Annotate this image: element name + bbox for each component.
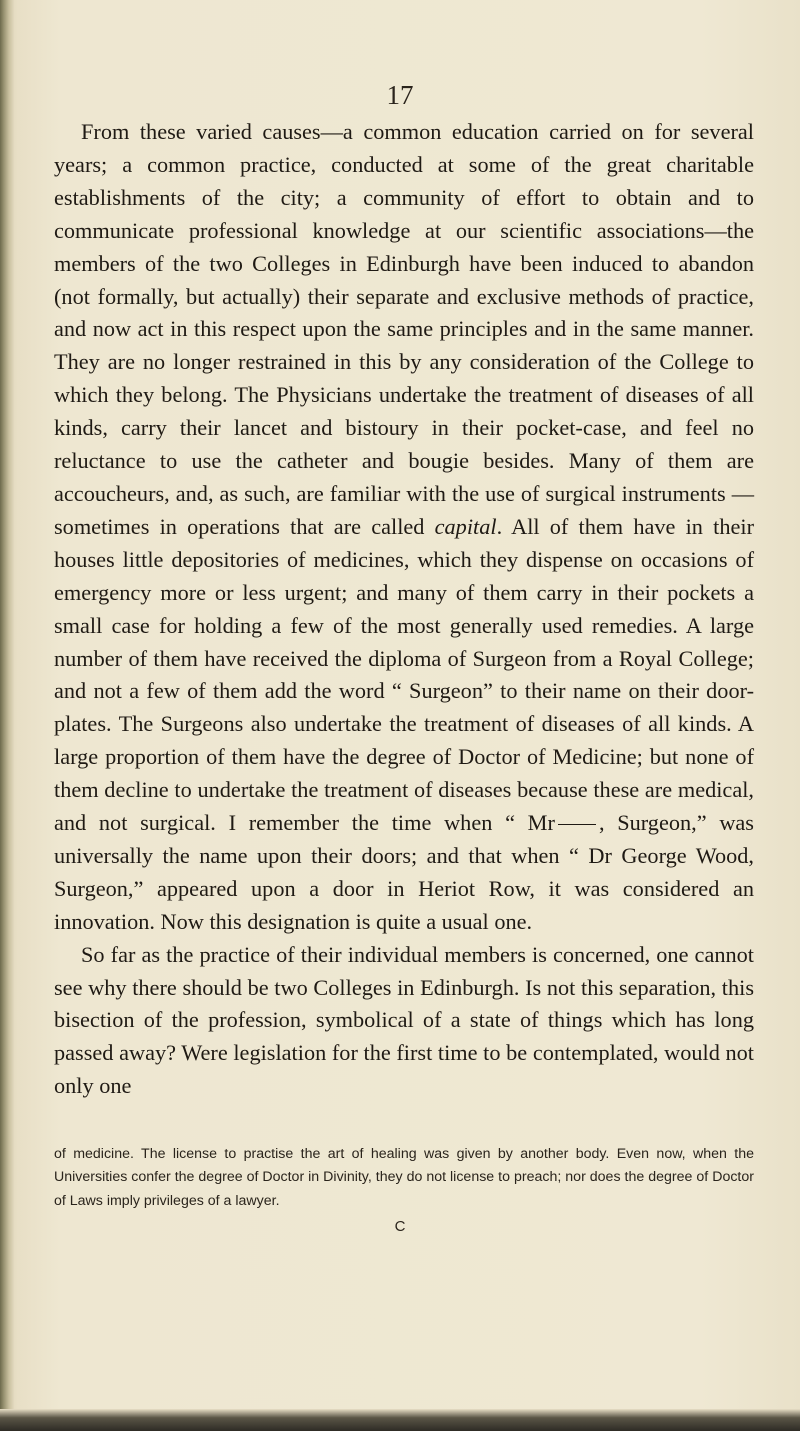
paragraph-2: So far as the practice of their individual members is concerned, one cannot see why there should be two Colleges in Edinburgh. Is not this separation, this bisection of the profession, symbolical of a state of things which has long passed away? Were legislation for the first time to be contemplated, would not only one: [54, 941, 754, 1099]
page-number: 17: [386, 80, 414, 110]
paragraph-1: [54, 116, 754, 939]
page-bottom-edge: [0, 1409, 800, 1431]
paragraph-1-part-3: , Surgeon,” was universally the name upon their doors; and that when “ Dr George Wood, Surgeon,” appeared upon a door in Heriot Row, it was considered an innovation. Now this designation is quite a usual one.: [54, 810, 754, 934]
paragraph-1-part-1: From these varied causes—a common education carried on for several years; a common practice, conducted at some of the great charitable establishments of the city; a community of effort to obtain and to communicate professional knowledge at our scientific associations—the members of the two Colleges in Edinburgh have been induced to abandon (not formally, but actually) their separate and exclusive methods of practice, and now act in this respect upon the same principles and in the same manner. They are no longer restrained in this by any consideration of the College to which they belong. The Physicians undertake the treatment of diseases of all kinds, carry their lancet and bistoury in their pocket-case, and feel no reluctance to use the catheter and bougie besides. Many of them are accoucheurs, and, as such, are familiar with the use of surgical instruments —sometimes in operations that are called: [54, 119, 754, 539]
paragraph-1-part-2: . All of them have in their houses little depositories of medicines, which they dispense on occasions of emergency more or less urgent; and many of them carry in their pockets a small case for holding a few of the most generally used remedies. A large number of them have received the diploma of Surgeon from a Royal College; and not a few of them add the word “ Surgeon” to their name on their door-plates. The Surgeons also undertake the treatment of diseases of all kinds. A large proportion of them have the degree of Doctor of Medicine; but none of them decline to undertake the treatment of diseases because these are medical, and not surgical. I remember the time when “ Mr: [54, 513, 754, 836]
page-binding-edge: [0, 0, 14, 1431]
footnote: of medicine. The license to practise the art of healing was given by another body. Even now, when the Universities confer the degree of Doctor in Divinity, they do not license to preach; nor does the degree of Doctor of Laws imply privileges of a lawyer.: [54, 1146, 754, 1209]
main-text: [54, 116, 754, 1103]
name-dash: [558, 824, 596, 825]
italic-word-capital: capital: [434, 513, 497, 539]
signature-mark: C: [394, 1218, 406, 1235]
